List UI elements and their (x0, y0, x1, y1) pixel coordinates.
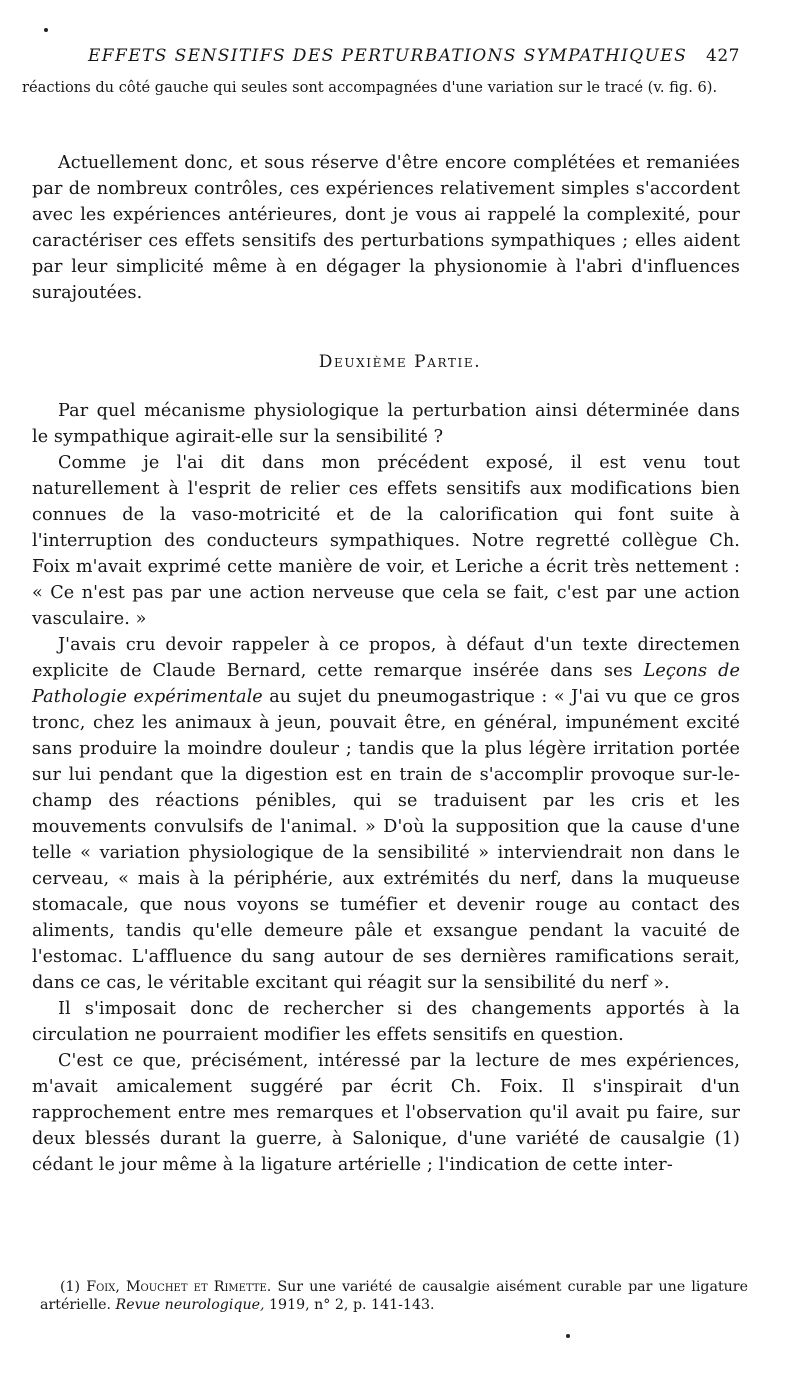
paragraph-conclusion: Actuellement donc, et sous réserve d'être encore complétées et remaniées par de nombreux contrôles, ces expériences relativement simples s'accordent avec les expériences antérieures, dont je vous ai rappelé la complexité, pour caractériser ces effets sensitifs des perturbations sympathiques ; elles aident par leur simplicité même à en dégager la physionomie à l'abri d'influences surajoutées. (32, 153, 740, 303)
footnote-title: Sur une variété de causalgie aisément curable par une ligature artérielle. (40, 1279, 748, 1313)
section-title: Deuxième Partie. (318, 352, 482, 372)
speck-mark (566, 1334, 570, 1338)
intro-text (22, 76, 742, 99)
running-title: EFFETS SENSITIFS DES PERTURBATIONS SYMPATHIQUES (88, 46, 688, 66)
speck-mark (44, 28, 48, 32)
paragraph-3-start: J'avais cru devoir rappeler à ce propos, à défaut d'un texte directemen explicite de Claude Bernard, cette remarque insérée dans ses (32, 635, 740, 681)
top-paragraphs (32, 150, 740, 306)
footnote-text (40, 1278, 748, 1314)
footnote-marker: (1) (60, 1279, 81, 1295)
paragraph-3 (32, 632, 740, 996)
footnote (40, 1278, 748, 1314)
paragraph-1: Par quel mécanisme physiologique la perturbation ainsi déterminée dans le sympathique agirait-elle sur la sensibilité ? (32, 401, 740, 447)
paragraph-2: Comme je l'ai dit dans mon précédent exposé, il est venu tout naturellement à l'esprit de relier ces effets sensitifs aux modifications bien connues de la vaso-motricité et de la calorification qui font suite à l'interruption des conducteurs sympathiques. Notre regretté collègue Ch. Foix m'avait exprimé cette manière de voir, et Leriche a écrit très nettement : « Ce n'est pas par une action nerveuse que cela se fait, c'est par une action vasculaire. » (32, 453, 740, 629)
running-header (88, 46, 740, 66)
footnote-reference: 1919, n° 2, p. 141-143. (264, 1297, 435, 1313)
section-heading (0, 352, 800, 372)
footnote-authors: Foix, Mouchet et Rimette. (86, 1279, 272, 1295)
book-title-italic: Leçons de Pathologie expérimentale (32, 661, 740, 707)
page-number: 427 (706, 46, 740, 66)
paragraph-5: C'est ce que, précisément, intéressé par la lecture de mes expériences, m'avait amicalement suggéré par écrit Ch. Foix. Il s'inspirait d'un rapprochement entre mes remarques et l'observation qu'il avait pu faire, sur deux blessés durant la guerre, à Salonique, d'une variété de causalgie (1) cédant le jour même à la ligature artérielle ; l'indication de cette inter- (32, 1051, 740, 1175)
paragraph-3-end: au sujet du pneumogastrique : « J'ai vu que ce gros tronc, chez les animaux à jeun, pouvait être, en général, impunément excité sans produire la moindre douleur ; tandis que la plus légère irritation portée sur lui pendant que la digestion est en train de s'accomplir provoque sur-le-champ des réactions pénibles, qui se traduisent par les cris et les mouvements convulsifs de l'animal. » D'où la supposition que la cause d'une telle « variation physiologique de la sensibilité » interviendrait non dans le cerveau, « mais à la périphérie, aux extrémités du nerf, dans la muqueuse stomacale, que nous voyons se tuméfier et devenir rouge au contact des aliments, tandis qu'elle demeure pâle et exsangue pendant la vacuité de l'estomac. L'affluence du sang autour de ses dernières ramifications serait, dans ce cas, le véritable excitant qui réagit sur la sensibilité du nerf ». (32, 687, 741, 993)
intro-line: réactions du côté gauche qui seules sont accompagnées d'une variation sur le tracé (v. fig. 6). (22, 79, 718, 96)
footnote-journal: Revue neurologique, (115, 1297, 265, 1313)
paragraph-4: Il s'imposait donc de rechercher si des changements apportés à la circulation ne pourraient modifier les effets sensitifs en question. (32, 999, 740, 1045)
body-text (32, 398, 740, 1178)
